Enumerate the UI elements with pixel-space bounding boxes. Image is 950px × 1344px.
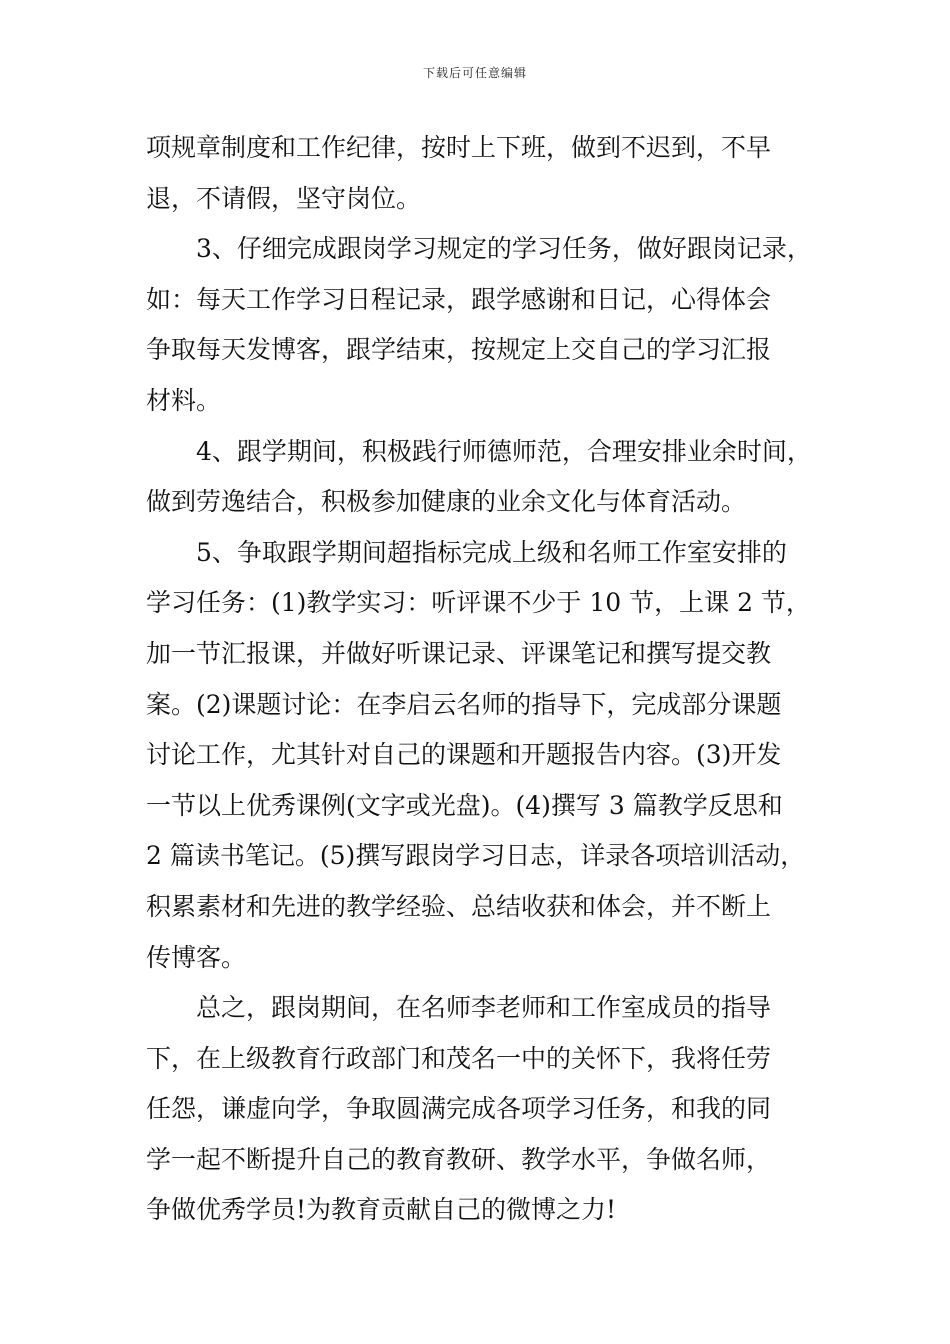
text-line: 2 篇读书笔记。(5)撰写跟岗学习日志，详录各项培训活动， <box>146 841 806 871</box>
text-line: 积累素材和先进的教学经验、总结收获和体会，并不断上 <box>146 891 772 921</box>
paragraph-start-line: 4、跟学期间，积极践行师德师范，合理安排业余时间， <box>196 436 812 466</box>
paragraph-start-line: 3、仔细完成跟岗学习规定的学习任务，做好跟岗记录， <box>196 234 812 264</box>
text-line: 一节以上优秀课例(文字或光盘)。(4)撰写 3 篇教学反思和 <box>146 790 783 820</box>
text-line: 争取每天发博客，跟学结束，按规定上交自己的学习汇报 <box>146 335 772 365</box>
text-line: 下，在上级教育行政部门和茂名一中的关怀下，我将任劳 <box>146 1043 772 1073</box>
text-line: 退，不请假，坚守岗位。 <box>146 183 422 213</box>
text-line: 学习任务：(1)教学实习：听评课不少于 10 节，上课 2 节， <box>146 588 811 618</box>
text-line: 讨论工作，尤其针对自己的课题和开题报告内容。(3)开发 <box>146 740 782 770</box>
text-line: 加一节汇报课，并做好听课记录、评课笔记和撰写提交教 <box>146 638 772 668</box>
text-line: 做到劳逸结合，积极参加健康的业余文化与体育活动。 <box>146 487 747 517</box>
text-line: 争做优秀学员!为教育贡献自己的微博之力! <box>146 1195 617 1225</box>
text-line: 案。(2)课题讨论：在李启云名师的指导下，完成部分课题 <box>146 689 782 719</box>
text-line: 任怨，谦虚向学，争取圆满完成各项学习任务，和我的同 <box>146 1094 772 1124</box>
text-line: 项规章制度和工作纪律，按时上下班，做到不迟到，不早 <box>146 133 772 162</box>
text-line: 如：每天工作学习日程记录，跟学感谢和日记，心得体会 <box>146 284 772 314</box>
paragraph-start-line: 总之，跟岗期间，在名师李老师和工作室成员的指导 <box>196 993 772 1023</box>
page-header: 下载后可任意编辑 <box>422 66 527 80</box>
paragraph-start-line: 5、争取跟学期间超指标完成上级和名师工作室安排的 <box>196 537 787 567</box>
text-line: 传博客。 <box>146 942 247 972</box>
document-body <box>146 123 836 1236</box>
text-line: 学一起不断提升自己的教育教研、教学水平，争做名师， <box>146 1144 772 1174</box>
text-line: 材料。 <box>146 385 222 415</box>
